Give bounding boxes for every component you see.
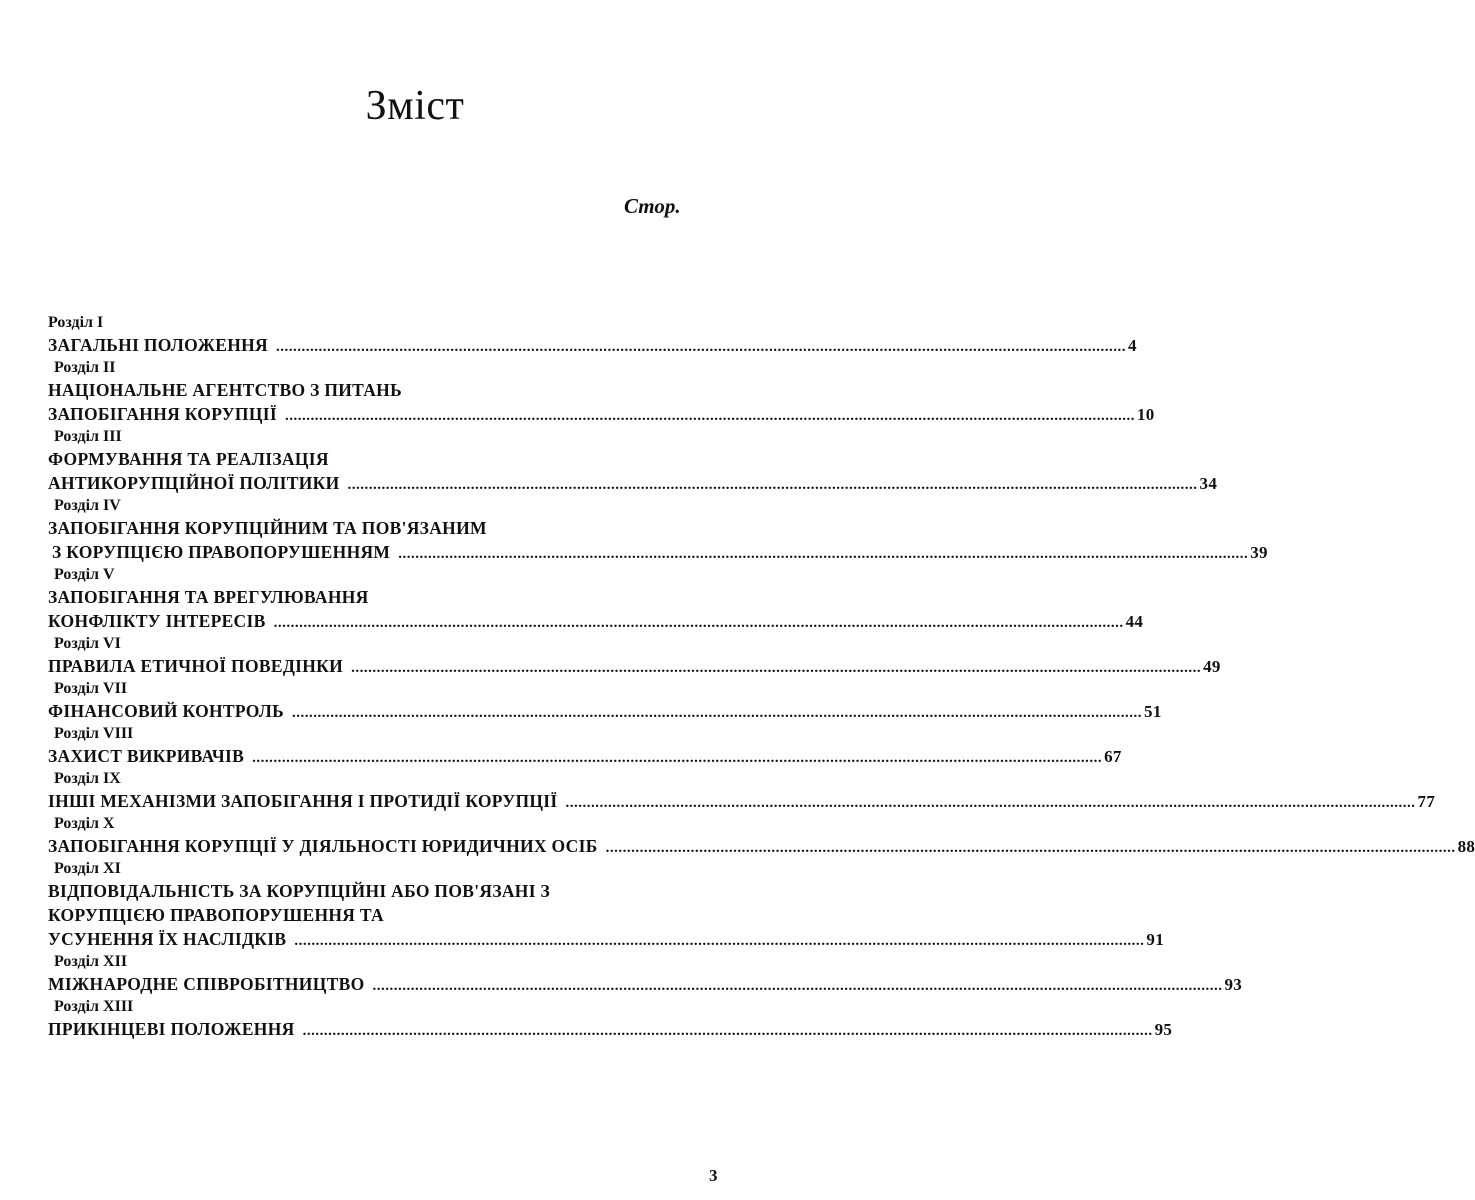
page-column-header: Стор.: [624, 194, 681, 218]
toc-entry[interactable]: [48, 972, 1243, 996]
toc-entry-title: ПРАВИЛА ЕТИЧНОЇ ПОВЕДІНКИ: [48, 656, 344, 676]
section-label: Розділ I: [48, 314, 104, 331]
toc-entry-title-line: КОРУПЦІЄЮ ПРАВОПОРУШЕННЯ ТА: [48, 905, 384, 925]
toc-page-number: 39: [1250, 543, 1268, 562]
toc-page-number: 67: [1104, 747, 1122, 766]
toc-entry-title-line: ЗАПОБІГАННЯ КОРУПЦІЙНИМ ТА ПОВ'ЯЗАНИМ: [48, 518, 487, 538]
toc-entry-title: ЗАПОБІГАННЯ КОРУПЦІЇ У ДІЯЛЬНОСТІ ЮРИДИЧНИХ ОСІБ: [48, 836, 598, 856]
toc-entry-title: УСУНЕННЯ ЇХ НАСЛІДКІВ: [48, 929, 287, 949]
toc-entry[interactable]: [48, 540, 1268, 564]
toc-page-number: 10: [1136, 405, 1155, 424]
dot-leader: ........................................................................................................................................................................................................: [351, 660, 1202, 676]
dot-leader: ........................................................................................................................................................................................................: [292, 705, 1143, 721]
toc-page-number: 93: [1224, 975, 1243, 994]
toc-entry-title-line: ВІДПОВІДАЛЬНІСТЬ ЗА КОРУПЦІЙНІ АБО ПОВ'ЯЗАНІ З: [48, 881, 551, 901]
toc-entry[interactable]: [48, 333, 1137, 357]
section-label: Розділ IX: [54, 770, 121, 787]
dot-leader: ........................................................................................................................................................................................................: [398, 546, 1249, 562]
toc-entry-title: З КОРУПЦІЄЮ ПРАВОПОРУШЕННЯМ: [52, 542, 391, 562]
toc-entry-title: ФІНАНСОВИЙ КОНТРОЛЬ: [48, 701, 285, 721]
toc-page-number: 49: [1203, 657, 1221, 676]
toc-page-number: 88: [1457, 837, 1475, 856]
toc-entry-title: КОНФЛІКТУ ІНТЕРЕСІВ: [48, 611, 266, 631]
dot-leader: ........................................................................................................................................................................................................: [284, 408, 1135, 424]
toc-entry[interactable]: [48, 471, 1218, 495]
toc-entry[interactable]: [48, 1017, 1173, 1041]
dot-leader: ........................................................................................................................................................................................................: [273, 615, 1124, 631]
toc-entry-title: ІНШІ МЕХАНІЗМИ ЗАПОБІГАННЯ І ПРОТИДІЇ КОРУПЦІЇ: [48, 791, 558, 811]
toc-entry-title: МІЖНАРОДНЕ СПІВРОБІТНИЦТВО: [48, 974, 365, 994]
toc-entry-title: ЗАПОБІГАННЯ КОРУПЦІЇ: [48, 404, 277, 424]
section-label: Розділ II: [54, 359, 116, 376]
table-of-contents: [48, 312, 1475, 1041]
section-label: Розділ III: [54, 428, 122, 445]
toc-entry-title: ПРИКІНЦЕВІ ПОЛОЖЕННЯ: [48, 1019, 295, 1039]
toc-entry[interactable]: [48, 609, 1144, 633]
toc-entry-title-line: ЗАПОБІГАННЯ ТА ВРЕГУЛЮВАННЯ: [48, 587, 369, 607]
toc-entry-title: АНТИКОРУПЦІЙНОЇ ПОЛІТИКИ: [48, 473, 340, 493]
toc-page-number: 95: [1154, 1020, 1173, 1039]
toc-page-number: 4: [1127, 336, 1137, 355]
toc-entry[interactable]: [48, 789, 1436, 813]
section-label: Розділ V: [54, 566, 115, 583]
dot-leader: ........................................................................................................................................................................................................: [275, 339, 1126, 355]
dot-leader: ........................................................................................................................................................................................................: [605, 840, 1456, 856]
section-label: Розділ X: [54, 815, 115, 832]
toc-entry[interactable]: [48, 927, 1164, 951]
toc-entry[interactable]: [48, 654, 1221, 678]
dot-leader: ........................................................................................................................................................................................................: [347, 477, 1198, 493]
toc-page-number: 44: [1125, 612, 1144, 631]
section-label: Розділ XI: [54, 860, 121, 877]
section-label: Розділ VIII: [54, 725, 134, 742]
toc-page-number: 34: [1199, 474, 1218, 493]
section-label: Розділ VII: [54, 680, 128, 697]
dot-leader: ........................................................................................................................................................................................................: [294, 933, 1145, 949]
section-label: Розділ IV: [54, 497, 121, 514]
toc-entry-title: ЗАХИСТ ВИКРИВАЧІВ: [48, 746, 245, 766]
toc-entry[interactable]: [48, 834, 1475, 858]
toc-entry-title-line: ФОРМУВАННЯ ТА РЕАЛІЗАЦІЯ: [48, 449, 329, 469]
toc-page-number: 77: [1417, 792, 1436, 811]
dot-leader: ........................................................................................................................................................................................................: [252, 750, 1103, 766]
section-label: Розділ XIII: [54, 998, 134, 1015]
toc-page-number: 51: [1144, 702, 1162, 721]
section-label: Розділ VI: [54, 635, 121, 652]
page-number: 3: [709, 1166, 718, 1185]
toc-entry-title-line: НАЦІОНАЛЬНЕ АГЕНТСТВО З ПИТАНЬ: [48, 380, 402, 400]
dot-leader: ........................................................................................................................................................................................................: [372, 978, 1223, 994]
section-label: Розділ XII: [54, 953, 128, 970]
toc-entry-title: ЗАГАЛЬНІ ПОЛОЖЕННЯ: [48, 335, 268, 355]
toc-entry[interactable]: [48, 402, 1155, 426]
toc-entry[interactable]: [48, 699, 1162, 723]
page-title: Зміст: [365, 83, 465, 129]
dot-leader: ........................................................................................................................................................................................................: [302, 1023, 1153, 1039]
dot-leader: ........................................................................................................................................................................................................: [565, 795, 1416, 811]
toc-page-number: 91: [1146, 930, 1164, 949]
toc-entry[interactable]: [48, 744, 1122, 768]
